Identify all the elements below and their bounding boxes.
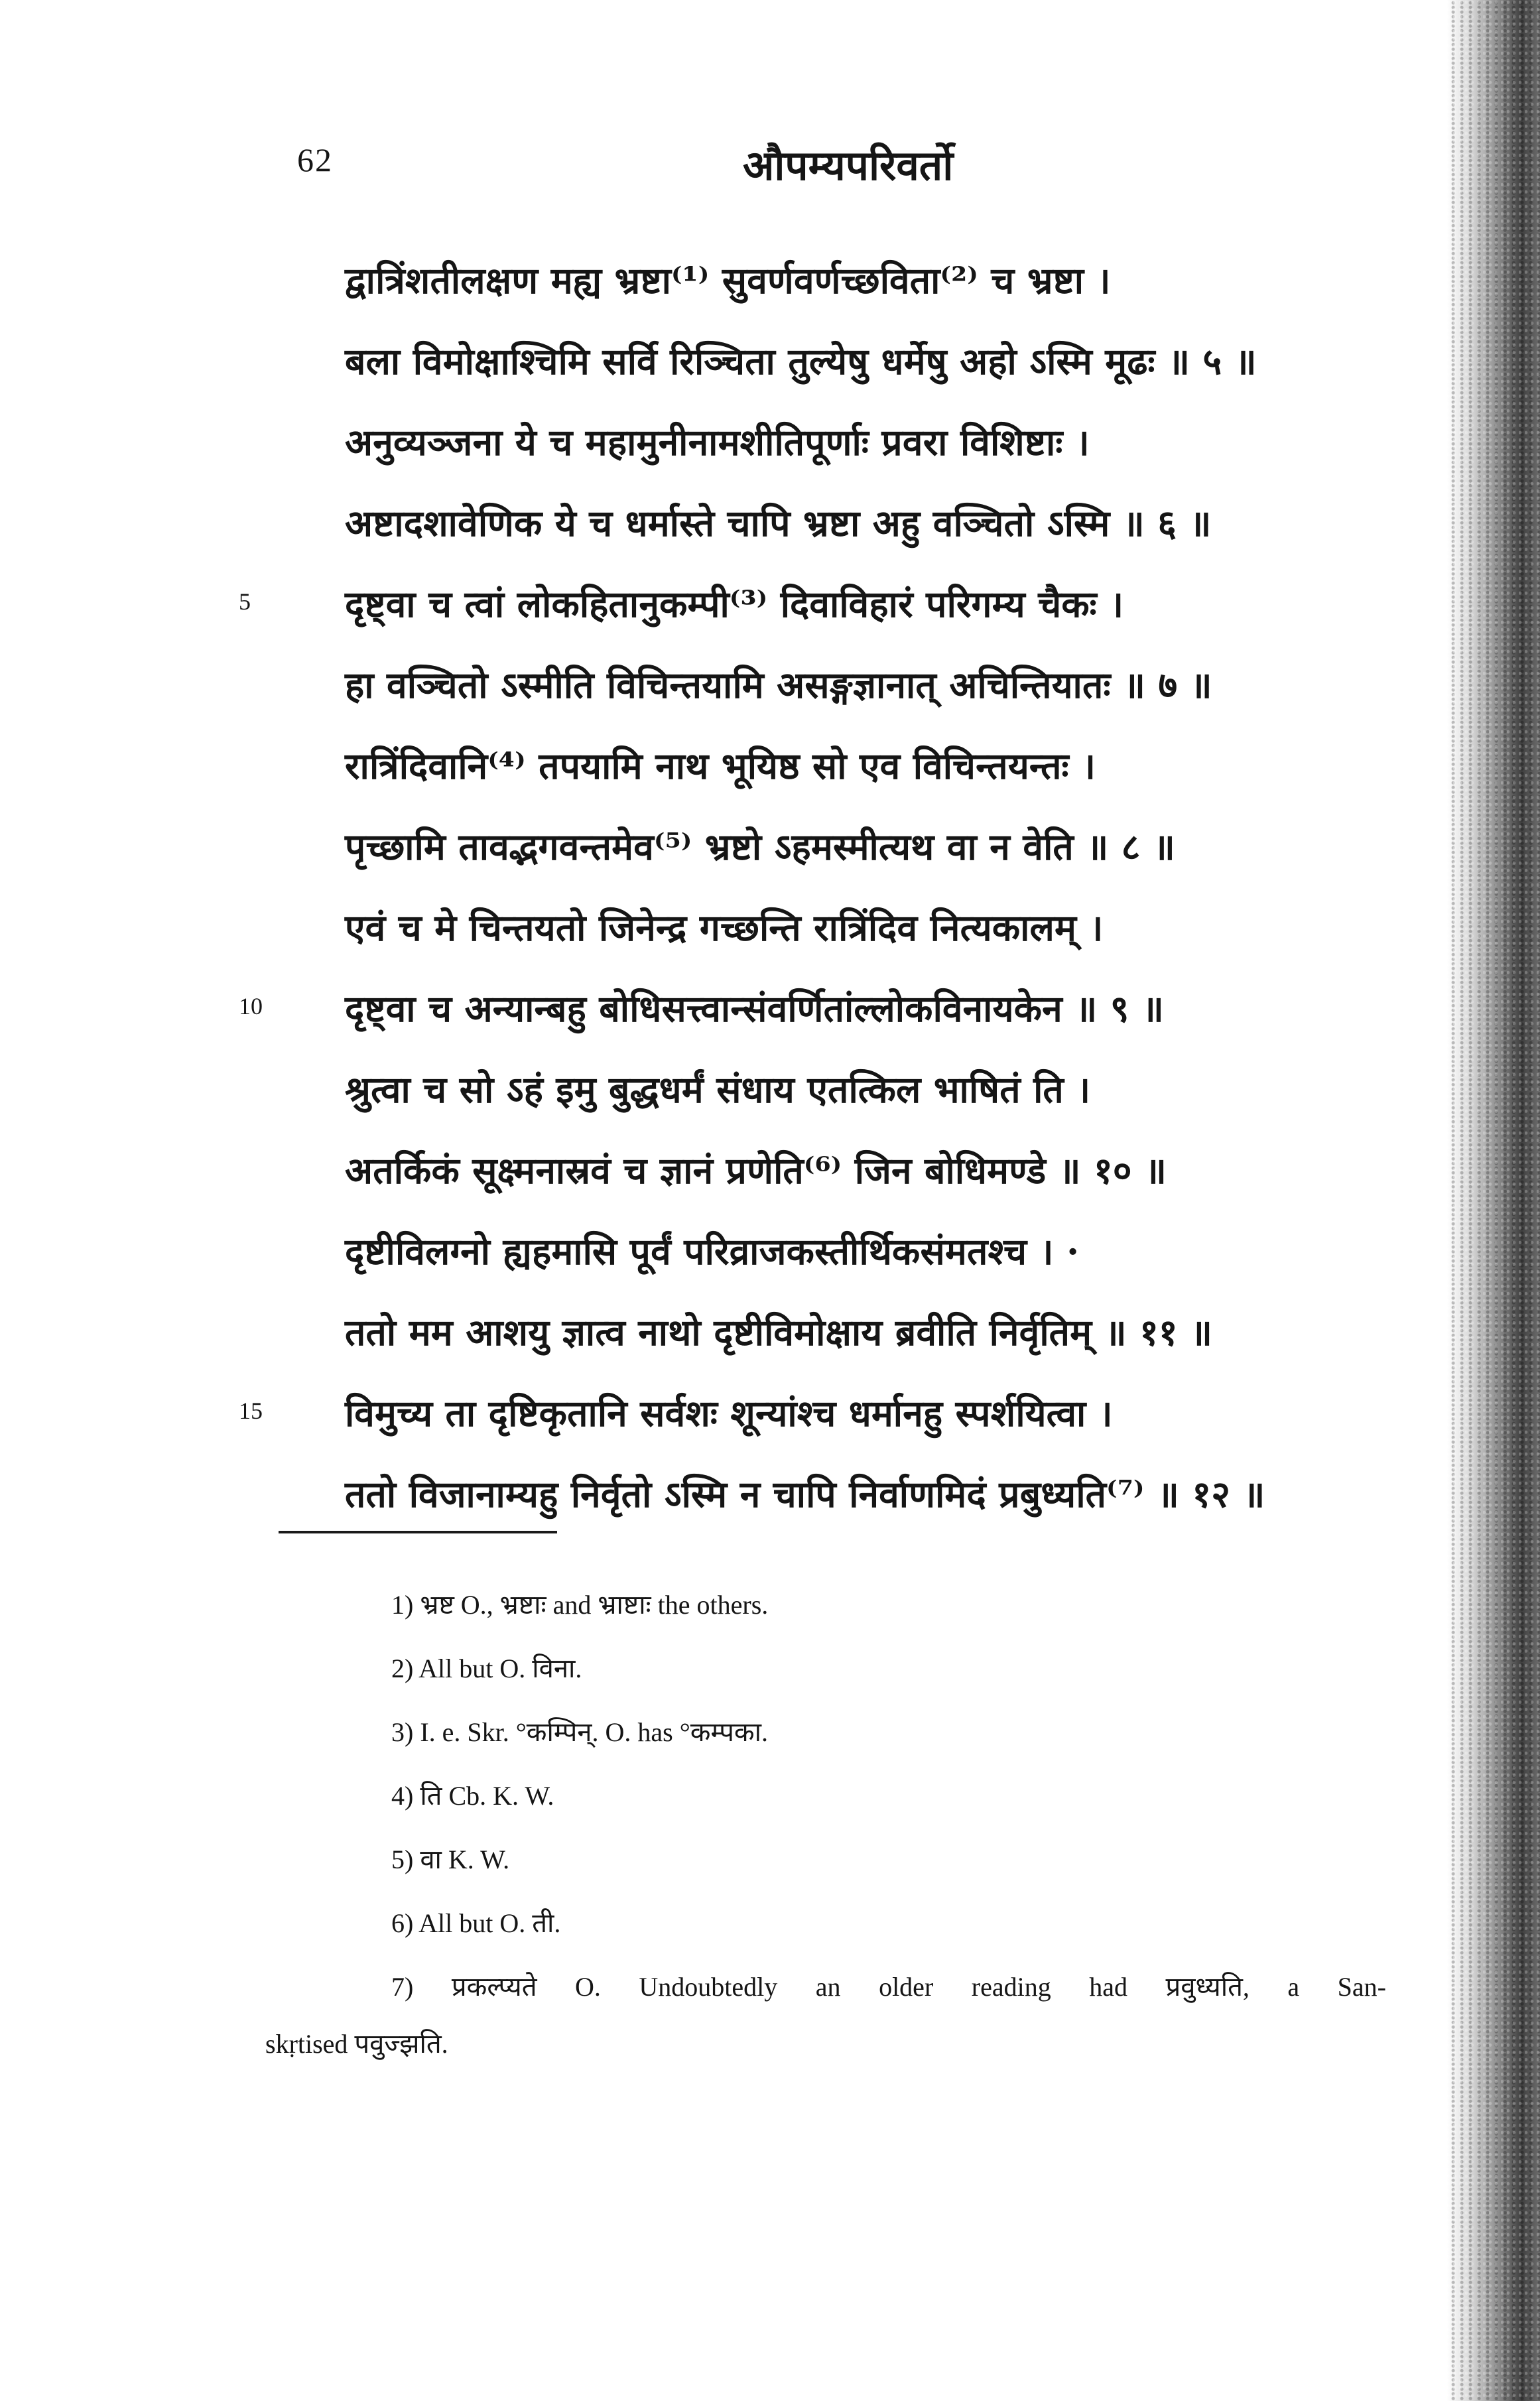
line-number: 10: [239, 993, 263, 1019]
footnote: [0, 1961, 1433, 2024]
footnote: [0, 1833, 1433, 1897]
verse-text: दृष्टीविलग्नो ह्यहमासि पूर्वं परिव्राजकस्तीर्थिकसंमतश्च । ·: [345, 1230, 1080, 1273]
verse-line: [0, 1297, 1433, 1378]
verse-line: [0, 650, 1433, 731]
verse-text: ततो विजानाम्यहु निर्वृतो ऽस्मि न चापि निर्वाणमिदं प्रबुध्यति⁽⁷⁾ ॥ १२ ॥: [345, 1472, 1265, 1516]
verse-text: रात्रिंदिवानि⁽⁴⁾ तपयामि नाथ भूयिष्ठ सो एव विचिन्तयन्तः ।: [345, 744, 1096, 787]
page-header: [0, 141, 1433, 200]
verse-text: ततो मम आशयु ज्ञात्व नाथो दृष्टीविमोक्षाय ब्रवीति निर्वृतिम् ॥ ११ ॥: [345, 1311, 1213, 1354]
verse-text: दृष्ट्वा च अन्यान्बहु बोधिसत्त्वान्संवर्णितांल्लोकविनायकेन ॥ ९ ॥: [345, 987, 1164, 1030]
footnote-block: [0, 1579, 1433, 2088]
verse-text: अष्टादशावेणिक ये च धर्मास्ते चापि भ्रष्टा अहु वञ्चितो ऽस्मि ॥ ६ ॥: [345, 501, 1212, 545]
verse-line: [0, 1378, 1433, 1459]
verse-text: हा वञ्चितो ऽस्मीति विचिन्तयामि असङ्गज्ञानात् अचिन्तियातः ॥ ७ ॥: [345, 663, 1212, 706]
running-title: औपम्यपरिवर्तो: [743, 141, 954, 190]
footnote-text: 5) वा K. W.: [391, 1845, 510, 1874]
footnote-text: 6) All but O. ती.: [391, 1908, 561, 1938]
verse-line: [0, 893, 1433, 974]
verse-line: [0, 569, 1433, 650]
verse-line: [0, 1136, 1433, 1216]
verse-line: [0, 407, 1433, 488]
verse-text: श्रुत्वा च सो ऽहं इमु बुद्धधर्मं संधाय एतत्किल भाषितं ति ।: [345, 1068, 1091, 1111]
scanned-page-edge-texture: [1447, 0, 1540, 2401]
verse-line: [0, 1055, 1433, 1136]
footnote-text: 2) All but O. विना.: [391, 1654, 582, 1683]
verse-text: विमुच्य ता दृष्टिकृतानि सर्वशः शून्यांश्च धर्मानहु स्पर्शयित्वा ।: [345, 1392, 1113, 1435]
verse-text: द्वात्रिंशतीलक्षण मह्य भ्रष्टा⁽¹⁾ सुवर्णवर्णच्छविता⁽²⁾ च भ्रष्टा ।: [345, 259, 1111, 302]
footnote-divider: [279, 1531, 557, 1533]
verse-text: दृष्ट्वा च त्वां लोकहितानुकम्पी⁽³⁾ दिवाविहारं परिगम्य चैकः ।: [345, 582, 1124, 625]
verse-line: [0, 1459, 1433, 1540]
verse-text: पृच्छामि तावद्भगवन्तमेव⁽⁵⁾ भ्रष्टो ऽहमस्मीत्यथ वा न वेति ॥ ८ ॥: [345, 825, 1176, 868]
footnote-text: 1) भ्रष्ट O., भ्रष्टाः and भ्राष्टाः the others.: [391, 1590, 769, 1620]
verse-line: [0, 1216, 1433, 1297]
verse-text: अनुव्यञ्जना ये च महामुनीनामशीतिपूर्णाः प्रवरा विशिष्टाः ।: [345, 421, 1090, 464]
verse-block: [0, 245, 1433, 1540]
verse-line: [0, 326, 1433, 407]
verse-line: [0, 731, 1433, 812]
line-number: 15: [239, 1397, 263, 1424]
footnote-text: 7) प्रकल्प्यते O. Undoubtedly an older reading had प्रवुध्यति, a San-: [391, 1972, 1386, 2002]
footnote-continuation: [0, 2024, 1433, 2088]
footnote-text: 4) ति Cb. K. W.: [391, 1781, 554, 1811]
verse-line: [0, 488, 1433, 569]
verse-text: अतर्किकं सूक्ष्मनास्रवं च ज्ञानं प्रणेति⁽⁶⁾ जिन बोधिमण्डे ॥ १० ॥: [345, 1149, 1167, 1192]
footnote: [0, 1770, 1433, 1833]
footnote: [0, 1579, 1433, 1642]
footnote: [0, 1642, 1433, 1706]
verse-text: बला विमोक्षाश्चिमि सर्वि रिञ्चिता तुल्येषु धर्मेषु अहो ऽस्मि मूढः ॥ ५ ॥: [345, 340, 1257, 383]
verse-line: [0, 974, 1433, 1055]
verse-text: एवं च मे चिन्तयतो जिनेन्द्र गच्छन्ति रात्रिंदिव नित्यकालम् ।: [345, 906, 1104, 949]
footnote: [0, 1897, 1433, 1961]
footnote-text: 3) I. e. Skr. °कम्पिन्. O. has °कम्पका.: [391, 1717, 768, 1747]
verse-line: [0, 245, 1433, 326]
footnote: [0, 1706, 1433, 1770]
verse-line: [0, 812, 1433, 893]
footnote-continuation-text: skṛtised पवुज्झति.: [265, 2029, 448, 2059]
line-number: 5: [239, 588, 251, 615]
page-number: 62: [297, 141, 333, 178]
